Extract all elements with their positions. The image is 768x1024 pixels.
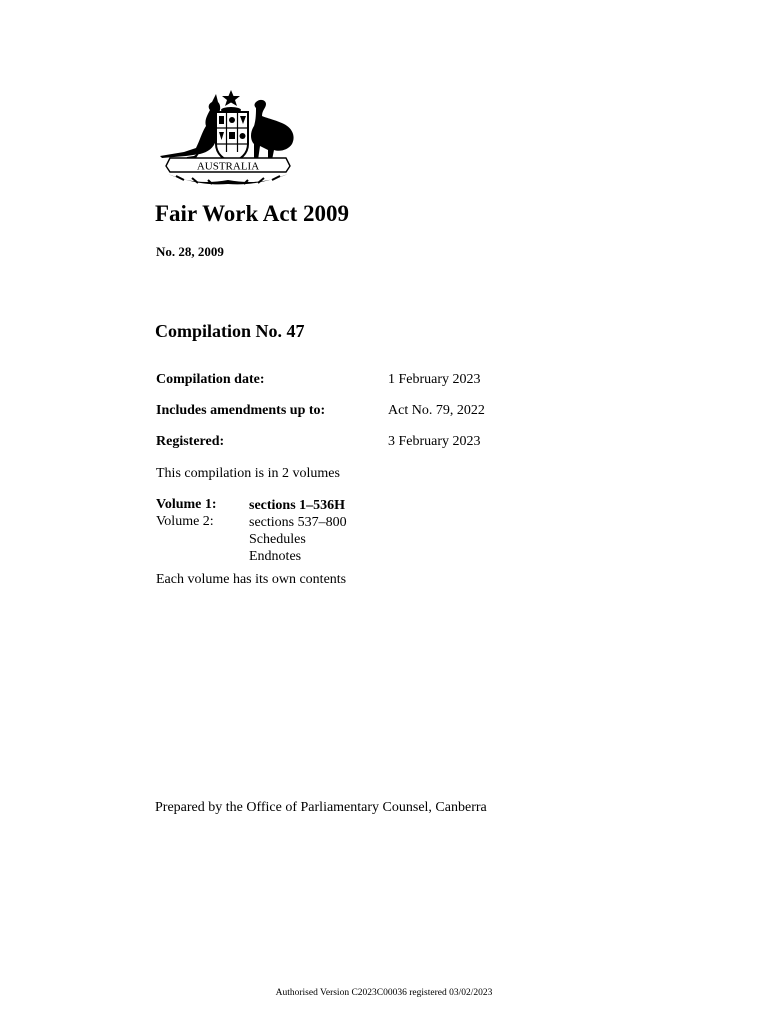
volume-contents (249, 514, 347, 565)
act-number: No. 28, 2009 (156, 244, 224, 259)
volume-line: sections 1–536H (249, 498, 346, 513)
volume-label: Volume 2: (156, 514, 214, 529)
volume-line: Schedules (249, 532, 306, 547)
compilation-heading: Compilation No. 47 (155, 321, 305, 341)
detail-label: Registered: (156, 434, 225, 449)
detail-value: Act No. 79, 2022 (388, 403, 485, 418)
detail-value: 3 February 2023 (388, 434, 481, 449)
volumes-note: This compilation is in 2 volumes (156, 466, 340, 481)
detail-value: 1 February 2023 (388, 372, 481, 387)
detail-label: Includes amendments up to: (156, 403, 326, 418)
detail-label: Compilation date: (156, 372, 265, 387)
contents-note: Each volume has its own contents (156, 572, 347, 587)
volume-contents (249, 497, 345, 514)
coat-of-arms-logo (156, 88, 298, 186)
volume-line: sections 537–800 (249, 515, 347, 530)
volume-label: Volume 1: (156, 497, 217, 512)
prepared-by: Prepared by the Office of Parliamentary Counsel, Canberra (155, 800, 487, 815)
volume-line: Endnotes (249, 549, 302, 564)
coat-of-arms-icon (156, 88, 298, 186)
authorised-version-footer: Authorised Version C2023C00036 registered 03/02/2023 (275, 988, 493, 998)
svg-text:AUSTRALIA: AUSTRALIA (196, 160, 260, 173)
document-title: Fair Work Act 2009 (155, 201, 350, 226)
